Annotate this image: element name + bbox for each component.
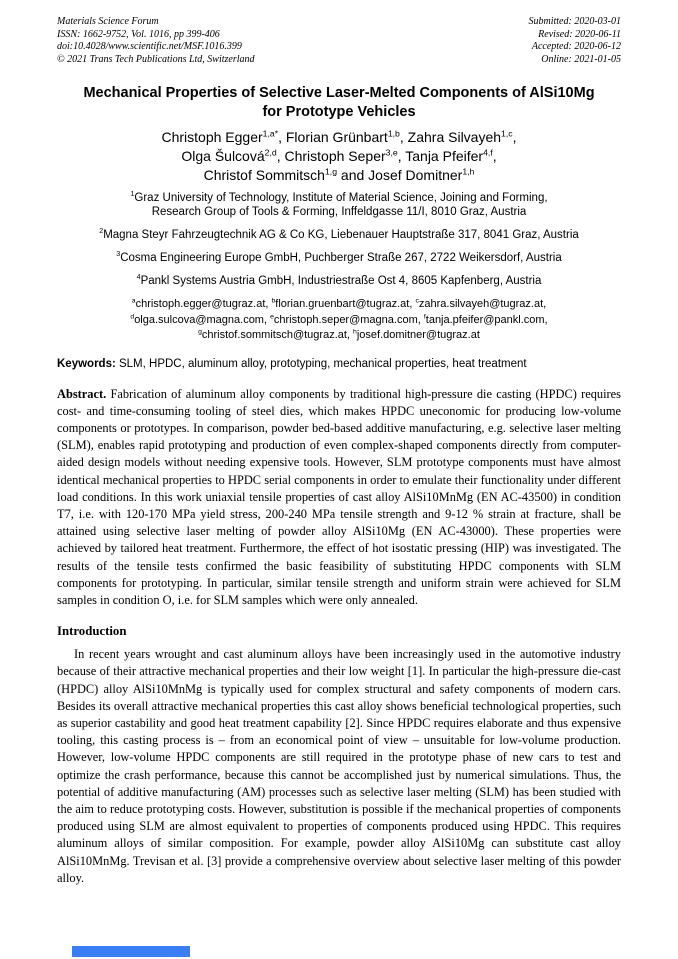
section-heading-introduction: Introduction (57, 624, 127, 639)
date-accepted: Accepted: 2020-06-12 (531, 41, 621, 52)
date-online: Online: 2021-01-05 (541, 53, 621, 65)
date-submitted: Submitted: 2020-03-01 (528, 16, 621, 27)
author-list (57, 128, 621, 185)
paper-title: Mechanical Properties of Selective Laser-Melted Components of AlSi10Mg for Prototype Vehicles (83, 85, 595, 120)
rich-text-line: Christof Sommitsch$^{1,g}$ and Josef Domitner$^{1,h}$ (203, 166, 475, 183)
affiliation-line: $^1$Graz University of Technology, Institute of Material Science, Joining and Forming, (130, 190, 548, 204)
email-list (57, 297, 621, 344)
affiliation (57, 228, 621, 242)
affiliation-line: $^2$Magna Steyr Fahrzeugtechnik AG & Co KG, Liebenauer Hauptstraße 317, 8041 Graz, Austria (99, 227, 579, 241)
keywords-text: SLM, HPDC, aluminum alloy, prototyping, mechanical properties, heat treatment (115, 357, 527, 370)
affiliation-line: Research Group of Tools & Forming, Inffeldgasse 11/I, 8010 Graz, Austria (151, 206, 527, 218)
rich-text-line: Christoph Egger$^{1,a*}$, Florian Grünbart$^{1,b}$, Zahra Silvayeh$^{1,c}$, (161, 128, 517, 145)
rich-text-line: $^a$christoph.egger@tugraz.at, $^b$florian.gruenbart@tugraz.at, $^c$zahra.silvayeh@tugraz.at, (131, 297, 547, 310)
keywords-line (57, 358, 621, 370)
affiliation (57, 251, 621, 265)
journal-name: Materials Science Forum (57, 16, 159, 27)
submission-dates (529, 16, 622, 66)
journal-doi: doi:10.4028/www.scientific.net/MSF.1016.399 (57, 41, 242, 52)
footer-highlight-bar (72, 946, 190, 957)
journal-copyright: © 2021 Trans Tech Publications Ltd, Switzerland (57, 53, 255, 65)
rich-text-line: $^d$olga.sulcova@magna.com, $^e$christoph.seper@magna.com, $^f$tanja.pfeifer@pankl.com, (130, 312, 548, 326)
date-revised: Revised: 2020-06-11 (538, 28, 621, 40)
affiliation (57, 274, 621, 288)
keywords-label: Keywords: (57, 357, 116, 370)
abstract-label: Abstract. (57, 386, 107, 401)
rich-text-line: Olga Šulcová$^{2,d}$, Christoph Seper$^{3,e}$, Tanja Pfeifer$^{4,f}$, (181, 147, 497, 164)
affiliation (57, 191, 621, 219)
affiliation-line: $^3$Cosma Engineering Europe GmbH, Puchberger Straße 267, 2722 Weikersdorf, Austria (116, 250, 562, 264)
rich-text-line: $^g$christof.sommitsch@tugraz.at, $^h$josef.domitner@tugraz.at (198, 328, 480, 341)
affiliation-line: $^4$Pankl Systems Austria GmbH, Industriestraße Ost 4, 8605 Kapfenberg, Austria (136, 273, 542, 287)
journal-header (57, 16, 621, 66)
abstract-paragraph (57, 386, 621, 610)
affiliation-list (57, 191, 621, 288)
abstract-text: Fabrication of aluminum alloy components by traditional high-pressure die casting (HPDC) requires cost- and time-consuming tooling of steel dies, which makes HPDC uneconomic for producing low-volume components or prototypes. In comparison, powder bed-based additive manufacturing, e.g. selective laser melting (SLM), enables rapid prototyping and production of even complex-shaped components directly from computer-aided design models without needing expensive tools. However, SLM prototype components must have almost identical mechanical properties to HPDC serial components in order to emulate their functionality under different load conditions. In this work uniaxial tensile properties of cast alloy AlSi10MnMg (EN AC-43500) in condition T7, i.e. with 120-170 MPa yield stress, 200-240 MPa tensile strength and 9-12 % strain at fracture, shall be attained using selective laser melting of powder alloy AlSi10Mg (EN AC-43000). These properties were achieved by tailored heat treatment. Furthermore, the effect of hot isostatic pressing (HIP) was investigated. The results of the tensile tests confirmed the basic feasibility of substituting HPDC components with SLM components for prototyping. In particular, similar tensile strength and uniform strain were achieved for SLM samples in condition O, i.e. for SLM samples which were only annealed. (57, 386, 621, 607)
journal-info (57, 16, 255, 66)
journal-issn-volume: ISSN: 1662-9752, Vol. 1016, pp 399-406 (57, 28, 220, 40)
introduction-paragraph: In recent years wrought and cast aluminum alloys have been increasingly used in the automotive industry because of their attractive mechanical properties and their low weight [1]. In particular the high-pressure die-cast (HPDC) alloy AlSi10MnMg is typically used for complex structural and safety components of modern cars. Besides its overall attractive mechanical properties this cast alloy shows beneficial technological properties, such as superior castability and good heat treatment capability [2]. Since HPDC requires elaborate and thus expensive tooling, this casting process is – from an economical point of view – unsuitable for low-volume production. However, low-volume HPDC components are still required in the prototype phase of new cars to test and optimize the crash performance, because this cannot be accomplished just by numerical simulations. Thus, the potential of additive manufacturing (AM) processes such as selective laser melting (SLM) has been studied with the aim to reduce prototyping costs. However, substitution is possible if the mechanical properties of components produced using SLM are almost equivalent to properties of components produced using HPDC. This requires aluminum alloys of similar composition. For example, powder alloy AlSi10Mg can substitute cast alloy AlSi10MnMg. Trevisan et al. [3] provide a comprehensive overview about selective laser melting of this powder alloy. (57, 647, 621, 885)
